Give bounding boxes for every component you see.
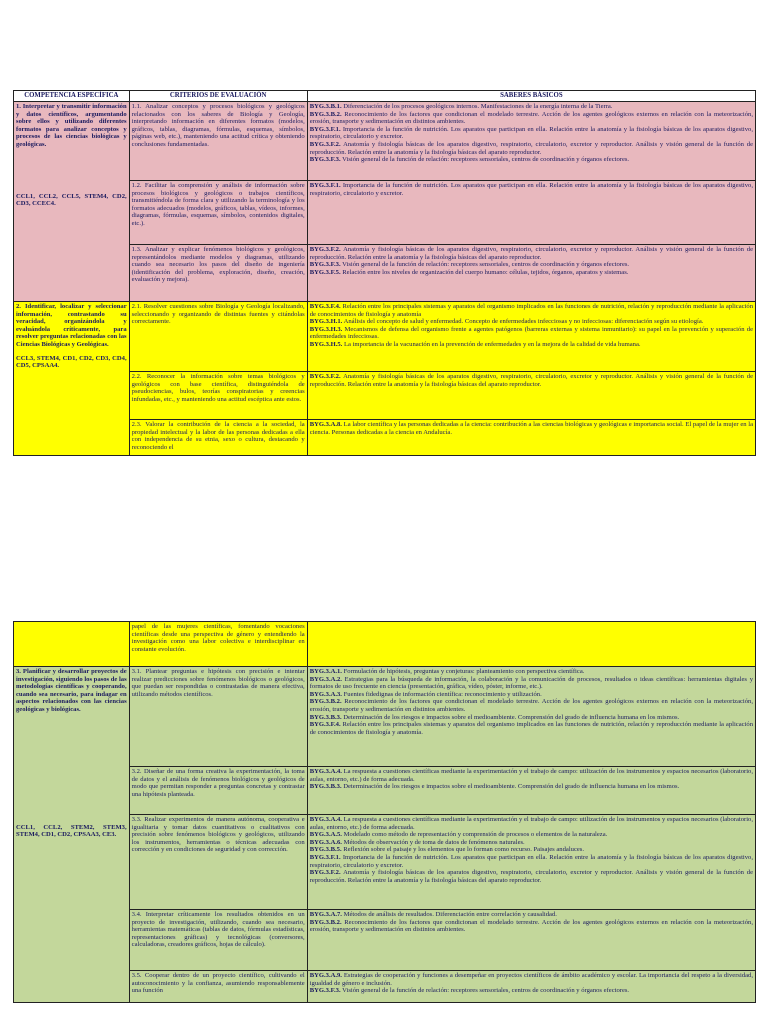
criterio-2-3: 2.3. Valorar la contribución de la ciencia a la sociedad, la propiedad intelectual y la labor de las personas dedicadas a ella con independencia de su etnia, sexo o cultura, destacando y reconociendo el — [129, 420, 307, 456]
criterio-3-5: 3.5. Cooperar dentro de un proyecto científico, cultivando el autoconocimiento y la confianza, asumiendo responsablemente una función — [129, 971, 307, 1003]
saber-item: BYG.3.F.2. Anatomía y fisiología básicas de los aparatos digestivo, respiratorio, circulatorio, excretor y reproductor. Análisis y visión general de la función de reproducción. Relación entre la anatomía y la fisiología básicas del aparato reproductor. — [309, 373, 753, 388]
saberes-3-3 — [307, 815, 755, 910]
table-row — [14, 622, 756, 667]
competencia-3-title: 3. Planificar y desarrollar proyectos de investigación, siguiendo los pasos de las metodologías científicas y cooperando, cuando sea necesario, para indagar en aspectos relacionados con las ciencias geológicas y biológicas. — [16, 668, 127, 713]
saber-item: BYG.3.B.2. Reconocimiento de los factores que condicionan el modelado terrestre. Acción de los agentes geológicos externos en relación con la meteorización, erosión, transporte y sedimentación en distintos ambientes. — [309, 110, 753, 126]
saber-item: BYG.3.B.1. Diferenciación de los procesos geológicos internos. Manifestaciones de la energía interna de la Tierra. — [309, 103, 613, 110]
saber-item: BYG.3.F.3. Visión general de la función de relación: receptores sensoriales, centros de coordinación y órganos efectores. — [309, 156, 630, 164]
table-row — [14, 102, 756, 181]
criterio-3-3: 3.3. Realizar experimentos de manera autónoma, cooperativa e igualitaria y tomar datos cuantitativos o cualitativos con precisión sobre fenómenos biológicos y geológicos, utilizando los instrumentos, herramientas o técnicas adecuadas con corrección y en condiciones de seguridad y con corrección. — [129, 815, 307, 910]
criterio-2-2: 2.2. Reconocer la información sobre temas biológicos y geológicos con base científica, distinguiéndola de pseudociencias, bulos, teorías conspiratorias y creencias infundadas, etc., y manteniendo una actitud escéptica ante estos. — [129, 372, 307, 420]
saber-item: BYG.3.B.2. Reconocimiento de los factores que condicionan el modelado terrestre. Acción de los agentes geológicos externos en relación con la meteorización, erosión, transporte y sedimentación en distintos ambientes. — [309, 698, 753, 713]
saberes-2-3 — [307, 420, 755, 456]
saber-item: BYG.3.H.5. La importancia de la vacunación en la prevención de enfermedades y en la mejora de la calidad de vida humana. — [309, 340, 641, 348]
saber-item: BYG.3.A.2. Estrategias para la búsqueda de información, la colaboración y la comunicación de procesos, resultados o ideas científicas: herramientas digitales y formatos de uso frecuente en ciencia (presentación, gráfica, vídeo, póster, informe, etc.). — [309, 675, 753, 691]
saber-item: BYG.3.A.3. Fuentes fidedignas de información científica: reconocimiento y utilización. — [309, 690, 542, 698]
saberes-3-1 — [307, 667, 755, 767]
saberes-2-1 — [307, 302, 755, 372]
saberes-3-5 — [307, 971, 755, 1003]
saber-item: BYG.3.F.3. Visión general de la función de relación: receptores sensoriales, centros de coordinación y órganos efectores. — [309, 261, 630, 269]
saber-item: BYG.3.A.4. La respuesta a cuestiones científicas mediante la experimentación y el trabajo de campo: utilización de los instrumentos y espacios necesarios (laboratorio, aulas, entorno, etc.) de forma adecuada. — [309, 768, 753, 783]
saber-item: BYG.3.A.4. La respuesta a cuestiones científicas mediante la experimentación y el trabajo de campo: utilización de los instrumentos y espacios necesarios (laboratorio, aulas, entorno, etc.) de forma adecuada. — [309, 816, 753, 831]
saber-item: BYG.3.F.2. Anatomía y fisiología básicas de los aparatos digestivo, respiratorio, circulatorio, excretor y reproductor. Análisis y visión general de la función de reproducción. Relación entre la anatomía y la fisiología básicas del aparato reproductor. — [309, 140, 753, 156]
competencia-2-title: 2. Identificar, localizar y seleccionar información, contrastando su veracidad, organizándola y evaluándola críticamente, para resolver preguntas relacionadas con las Ciencias Biológicas y Geológicas. — [16, 303, 127, 348]
table-row — [14, 667, 756, 767]
saber-item: BYG.3.F.1. Importancia de la función de nutrición. Los aparatos que participan en ella. Relación entre la anatomía y la fisiología básicas de los aparatos digestivo, respiratorio, circulatorio y excretor. — [309, 182, 753, 197]
competencia-2-continuation — [14, 622, 130, 667]
header-saberes: SABERES BÁSICOS — [307, 91, 755, 102]
saber-item: BYG.3.H.1. Análisis del concepto de salud y enfermedad. Concepto de enfermedades infecciosas y no infecciosas: diferenciación según su etiología. — [309, 318, 704, 326]
table-row — [14, 302, 756, 372]
header-criterios: CRITERIOS DE EVALUACIÓN — [129, 91, 307, 102]
saber-item: BYG.3.A.1. Formulación de hipótesis, preguntas y conjeturas: planteamiento con perspectiva científica. — [309, 668, 585, 675]
criterio-3-2: 3.2. Diseñar de una forma creativa la experimentación, la toma de datos y el análisis de fenómenos biológicos y geológicos de modo que permitan responder a preguntas concretas y contrastar una hipótesis planteada. — [129, 767, 307, 815]
criterio-2-3-continuation: papel de las mujeres científicas, fomentando vocaciones científicas desde una perspectiva de género y entendiendo la investigación como una labor colectiva e interdisciplinar en constante evolución. — [129, 622, 307, 667]
saberes-3-4 — [307, 910, 755, 971]
saber-item: BYG.3.H.3. Mecanismos de defensa del organismo frente a agentes patógenos (barreras externas y sistema inmunitario): su papel en la prevención y superación de enfermedades infecciosas. — [309, 325, 753, 341]
competencias-table-bottom — [13, 621, 756, 1003]
competencia-1-codes: CCL1, CCL2, CCL5, STEM4, CD2, CD3, CCEC4. — [16, 192, 127, 208]
saber-item: BYG.3.F.2. Anatomía y fisiología básicas de los aparatos digestivo, respiratorio, circulatorio, excretor y reproductor. Análisis y visión general de la función de reproducción. Relación entre la anatomía y la fisiología básicas del aparato reproductor. — [309, 869, 753, 884]
competencia-2-codes: CCL3, STEM4, CD1, CD2, CD3, CD4, CD5, CPSAA4. — [16, 354, 127, 370]
saberes-3-2 — [307, 767, 755, 815]
saber-item: BYG.3.F.3. Visión general de la función de relación: receptores sensoriales, centros de coordinación y órganos efectores. — [309, 987, 630, 995]
saberes-2-2 — [307, 372, 755, 420]
saberes-1-3 — [307, 245, 755, 302]
saber-item: BYG.3.B.3. Determinación de los riesgos e impactos sobre el medioambiente. Comprensión del grado de influencia humana en los mismos. — [309, 783, 680, 791]
criterio-3-4: 3.4. Interpretar críticamente los resultados obtenidos en un proyecto de investigación, utilizando, cuando sea necesario, herramientas matemáticas (tablas de datos, fórmulas estadísticas, representaciones gráficas) y tecnológicas (conversores, calculadoras, creadores gráficos, hojas de cálculo). — [129, 910, 307, 971]
saber-item: BYG.3.F.4. Relación entre los principales sistemas y aparatos del organismo implicados en las funciones de nutrición, relación y reproducción mediante la aplicación de conocimientos de fisiología y anatomía — [309, 303, 753, 318]
saber-item: BYG.3.B.5. Reflexión sobre el paisaje y los elementos que lo forman como recurso. Paisajes andaluces. — [309, 846, 585, 854]
saber-item: BYG.3.F.1. Importancia de la función de nutrición. Los aparatos que participan en ella. Relación entre la anatomía y la fisiología básicas de los aparatos digestivo, respiratorio, circulatorio y excretor. — [309, 125, 753, 141]
saber-item: BYG.3.B.2. Reconocimiento de los factores que condicionan el modelado terrestre. Acción de los agentes geológicos externos en relación con la meteorización, erosión, transporte y sedimentación en distintos ambientes. — [309, 918, 753, 934]
criterio-2-1: 2.1. Resolver cuestiones sobre Biología y Geología localizando, seleccionando y organizando de distintas fuentes y citándolas correctamente. — [129, 302, 307, 372]
saber-item: BYG.3.F.4. Relación entre los principales sistemas y aparatos del organismo implicados en las funciones de nutrición, relación y reproducción mediante la aplicación de conocimientos de fisiología y anatomía. — [309, 721, 753, 736]
saberes-1-1 — [307, 102, 755, 181]
criterio-1-1: 1.1. Analizar conceptos y procesos biológicos y geológicos relacionados con los saberes de Biología y Geología, interpretando información en diferentes formatos (modelos, gráficos, tablas, diagramas, fórmulas, esquemas, símbolos, páginas web, etc.), manteniendo una actitud crítica y obteniendo conclusiones fundamentadas. — [129, 102, 307, 181]
criterio-1-2: 1.2. Facilitar la comprensión y análisis de información sobre procesos biológicos y geológicos o trabajos científicos, transmitiéndola de forma clara y utilizando la terminología y los formatos adecuados (modelos, gráficos, tablas, vídeos, informes, diagramas, fórmulas, esquemas, símbolos, contenidos digitales, etc.). — [129, 181, 307, 245]
header-competencia: COMPETENCIA ESPECÍFICA — [14, 91, 130, 102]
saber-item: BYG.3.F.2. Anatomía y fisiología básicas de los aparatos digestivo, respiratorio, circulatorio, excretor y reproductor. Análisis y visión general de la función de reproducción. Relación entre la anatomía y la fisiología básicas del aparato reproductor. — [309, 246, 753, 261]
competencia-3-codes: CCL1, CCL2, STEM2, STEM3, STEM4, CD1, CD2, CPSAA3, CE3. — [16, 823, 127, 839]
saberes-1-2 — [307, 181, 755, 245]
criterio-3-1: 3.1. Plantear preguntas e hipótesis con precisión e intentar realizar predicciones sobre fenómenos biológicos o geológicos, que puedan ser respondidas o contrastadas de manera efectiva, utilizando métodos científicos. — [129, 667, 307, 767]
competencia-3-cell — [14, 667, 130, 1003]
saber-item: BYG.3.A.7. Métodos de análisis de resultados. Diferenciación entre correlación y causalidad. — [309, 911, 557, 918]
saber-item: BYG.3.A.5. Modelado como método de representación y comprensión de procesos o elementos de la naturaleza. — [309, 831, 608, 839]
competencia-1-title: 1. Interpretar y transmitir información y datos científicos, argumentando sobre ellos y utilizando diferentes formatos para analizar conceptos y procesos de las ciencias biológicas y geológicas. — [16, 103, 127, 148]
saber-item: BYG.3.A.9. Estrategias de cooperación y funciones a desempeñar en proyectos científicos de ámbito académico y escolar. La importancia del respeto a la diversidad, igualdad de género e inclusión. — [309, 972, 753, 987]
competencias-table-top — [13, 90, 756, 456]
saber-item: BYG.3.B.3. Determinación de los riesgos e impactos sobre el medioambiente. Comprensión del grado de influencia humana en los mismos. — [309, 713, 680, 721]
saber-item: BYG.3.F.5. Relación entre los niveles de organización del cuerpo humano: células, tejidos, órganos, aparatos y sistemas. — [309, 268, 629, 276]
competencia-1-cell — [14, 102, 130, 302]
competencia-2-cell — [14, 302, 130, 456]
table-header-row — [14, 91, 756, 102]
criterio-1-3: 1.3. Analizar y explicar fenómenos biológicos y geológicos, representándolos mediante modelos y diagramas, utilizando cuando sea necesario los pasos del diseño de ingeniería (identificación del problema, exploración, diseño, creación, evaluación y mejora). — [129, 245, 307, 302]
saberes-2-3-continuation — [307, 622, 755, 667]
saber-item: BYG.3.A.8. La labor científica y las personas dedicadas a la ciencia: contribución a las ciencias biológicas y geológicas e importancia social. El papel de la mujer en la ciencia. Personas dedicadas a la ciencia en Andalucía. — [309, 421, 753, 436]
saber-item: BYG.3.A.6. Métodos de observación y de toma de datos de fenómenos naturales. — [309, 838, 525, 846]
saber-item: BYG.3.F.1. Importancia de la función de nutrición. Los aparatos que participan en ella. Relación entre la anatomía y la fisiología básicas de los aparatos digestivo, respiratorio, circulatorio y excretor. — [309, 853, 753, 869]
